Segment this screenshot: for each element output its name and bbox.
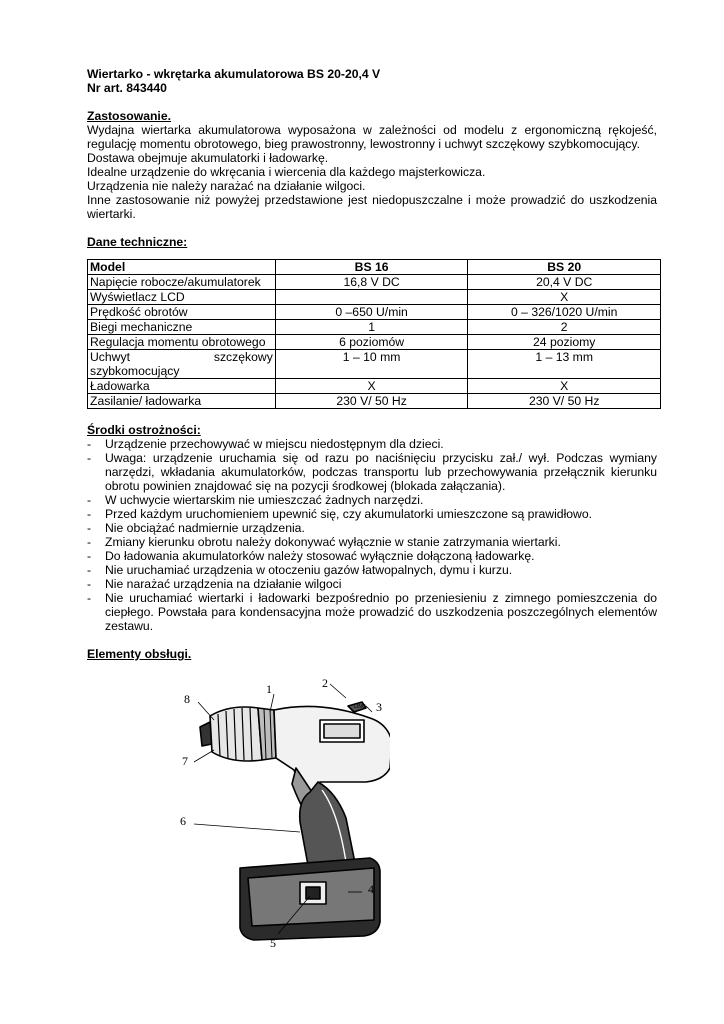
table-cell: 1 – 10 mm xyxy=(275,350,468,379)
list-item: - W uchwycie wiertarskim nie umieszczać żadnych narzędzi. xyxy=(87,493,657,507)
list-item: - Urządzenie przechowywać w miejscu niedostępnym dla dzieci. xyxy=(87,437,657,451)
usage-paragraph: Urządzenia nie należy narażać na działanie wilgoci. xyxy=(87,179,366,193)
table-cell: 2 xyxy=(468,320,661,335)
svg-text:LINO: LINO xyxy=(354,704,366,710)
list-item: - Nie obciążać nadmiernie urządzenia. xyxy=(87,521,657,535)
list-item: - Nie uruchamiać urządzenia w otoczeniu gazów łatwopalnych, dymu i kurzu. xyxy=(87,563,657,577)
table-cell: Napięcie robocze/akumulatorek xyxy=(88,275,276,290)
table-cell: X xyxy=(468,379,661,394)
callout-label: 6 xyxy=(180,814,186,828)
list-item: - Do ładowania akumulatorków należy stosować wyłącznie dołączoną ładowarkę. xyxy=(87,549,657,563)
table-row xyxy=(88,335,661,350)
usage-heading: Zastosowanie. xyxy=(87,109,171,123)
table-cell: Prędkość obrotów xyxy=(88,305,276,320)
column-header: BS 20 xyxy=(468,260,661,275)
callout-label: 1 xyxy=(266,682,272,696)
table-row xyxy=(88,275,661,290)
specs-heading: Dane techniczne: xyxy=(87,235,188,249)
table-cell: 20,4 V DC xyxy=(468,275,661,290)
table-cell: X xyxy=(275,379,468,394)
usage-paragraph: Idealne urządzenie do wkręcania i wiercenia dla każdego majsterkowicza. xyxy=(87,165,486,179)
document-page xyxy=(87,67,657,661)
list-item: - Zmiany kierunku obrotu należy dokonywać wyłącznie w stanie zatrzymania wiertarki. xyxy=(87,535,657,549)
list-item: - Przed każdym uruchomieniem upewnić się, czy akumulatorki umieszczone są prawidłowo. xyxy=(87,507,657,521)
table-cell: Ładowarka xyxy=(88,379,276,394)
table-cell: Wyświetlacz LCD xyxy=(88,290,276,305)
list-item: - Nie uruchamiać wiertarki i ładowarki bezpośrednio po przeniesieniu z zimnego pomieszczenia do ciepłego. Powstała para kondensacyjna może prowadzić do uszkodzenia poszczególnych elementów zestawu. xyxy=(87,591,657,633)
table-cell: 0 – 326/1020 U/min xyxy=(468,305,661,320)
table-cell: 1 xyxy=(275,320,468,335)
callout-label: 8 xyxy=(184,692,190,706)
column-header: Model xyxy=(88,260,276,275)
document-title: Wiertarko - wkrętarka akumulatorowa BS 20-20,4 V xyxy=(87,67,381,81)
table-cell: Biegi mechaniczne xyxy=(88,320,276,335)
usage-paragraph: Dostawa obejmuje akumulatorki i ładowarkę. xyxy=(87,151,329,165)
drill-figure xyxy=(170,672,390,957)
table-cell: 16,8 V DC xyxy=(275,275,468,290)
table-row xyxy=(88,394,661,409)
callout-label: 4 xyxy=(368,882,374,896)
table-cell: X xyxy=(468,290,661,305)
table-cell: Regulacja momentu obrotowego xyxy=(88,335,276,350)
usage-paragraph: Inne zastosowanie niż powyżej przedstawione jest niedopuszczalne i może prowadzić do uszkodzenia wiertarki. xyxy=(87,193,657,221)
table-row xyxy=(88,305,661,320)
table-cell: Zasilanie/ ładowarka xyxy=(88,394,276,409)
article-number: Nr art. 843440 xyxy=(87,81,167,95)
controls-heading: Elementy obsługi. xyxy=(87,647,192,661)
table-row xyxy=(88,320,661,335)
table-row xyxy=(88,290,661,305)
column-header: BS 16 xyxy=(275,260,468,275)
table-cell: 230 V/ 50 Hz xyxy=(468,394,661,409)
callout-label: 7 xyxy=(182,754,188,768)
list-item: - Uwaga: urządzenie uruchamia się od razu po naciśnięciu przycisku zał./ wył. Podczas wymiany narzędzi, wkładania akumulatorków, podczas transportu lub przechowywania przełącznik kierunku obrotu powinien znajdować się na pozycji środkowej (blokada załączania). xyxy=(87,451,657,493)
table-cell: Uchwyt szczękowy szybkomocujący xyxy=(88,350,276,379)
spec-table-header xyxy=(88,260,661,275)
safety-heading: Środki ostrożności: xyxy=(87,423,201,437)
table-cell: 0 –650 U/min xyxy=(275,305,468,320)
table-cell: 230 V/ 50 Hz xyxy=(275,394,468,409)
table-cell: 1 – 13 mm xyxy=(468,350,661,379)
callout-label: 5 xyxy=(270,936,276,950)
spec-table xyxy=(87,259,661,409)
usage-paragraph: Wydajna wiertarka akumulatorowa wyposażona w zależności od modelu z ergonomiczną rękojeść, regulację momentu obrotowego, bieg prawostronny, lewostronny i uchwyt szczękowy szybkomocujący. xyxy=(87,123,657,151)
list-item: - Nie narażać urządzenia na działanie wilgoci xyxy=(87,577,657,591)
safety-list xyxy=(87,437,657,633)
callout-label: 2 xyxy=(322,676,328,690)
table-cell: 6 poziomów xyxy=(275,335,468,350)
table-row xyxy=(88,379,661,394)
table-cell: 24 poziomy xyxy=(468,335,661,350)
table-cell xyxy=(275,290,468,305)
table-row xyxy=(88,350,661,379)
callout-label: 3 xyxy=(376,700,382,714)
drill-illustration xyxy=(170,672,390,957)
